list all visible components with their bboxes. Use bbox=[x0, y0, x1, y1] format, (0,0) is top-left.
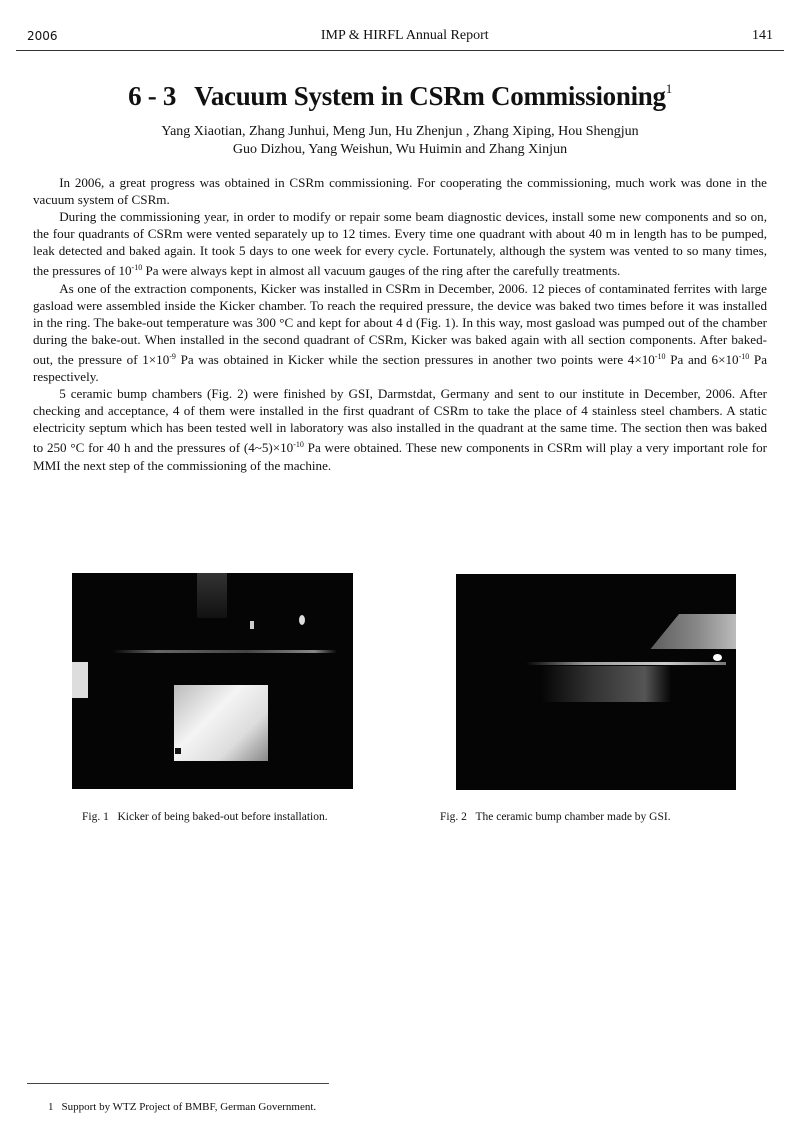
text-run: Pa and 6×10 bbox=[665, 351, 739, 367]
paragraph-1: In 2006, a great progress was obtained in CSRm commissioning. For cooperating the commissioning, much work was done in the vacuum system of CSRm. bbox=[33, 175, 767, 208]
text-run: Pa was obtained in Kicker while the section pressures in another two points were 4×10 bbox=[175, 351, 655, 367]
exponent: -10 bbox=[293, 440, 304, 450]
footnote-text: Support by WTZ Project of BMBF, German Government. bbox=[61, 1101, 317, 1113]
footnote-mark: 1 bbox=[48, 1101, 54, 1113]
header-page-number: 141 bbox=[751, 28, 773, 43]
article-title bbox=[0, 73, 800, 112]
text-run: As one of the extraction components, Kicker was installed in CSRm in December, 2006. 12 pieces of contaminated ferrites with large gasload were assembled inside the Kicker chamber. To reach the required pressure, the device was baked two times before it was installed in the ring. The bake-out temperature was 300 °C and kept for about 4 d (Fig. 1). In this way, most gasload was pumped out of the chamber during the bake-out. When installed in the second quadrant of CSRm, Kicker was baked again with all section components. After baked-out, the pressure of 1×10 bbox=[33, 280, 767, 367]
photo-highlight bbox=[197, 573, 227, 618]
exponent: -10 bbox=[738, 351, 750, 361]
header-rule bbox=[16, 50, 784, 51]
photo-highlight bbox=[546, 614, 736, 649]
exponent: -10 bbox=[654, 351, 666, 361]
header-journal-title: IMP & HIRFL Annual Report bbox=[320, 28, 489, 43]
header-year: 2006 bbox=[27, 29, 58, 43]
figure-1-caption-text: Kicker of being baked-out before installation. bbox=[117, 811, 328, 823]
exponent: -10 bbox=[131, 263, 143, 273]
figure-1-caption bbox=[82, 810, 328, 824]
text-run: Pa were obtained. These new components in CSRm will play a very important role for MMI the next step of the commissioning of the machine. bbox=[33, 440, 767, 473]
title-footnote-mark: 1 bbox=[665, 81, 672, 96]
photo-highlight bbox=[541, 666, 671, 702]
photo-highlight bbox=[174, 685, 268, 761]
paragraph-4 bbox=[33, 385, 767, 473]
exponent: -9 bbox=[169, 351, 176, 361]
photo-highlight bbox=[299, 615, 305, 625]
author-line-1: Yang Xiaotian, Zhang Junhui, Meng Jun, Hu Zhenjun , Zhang Xiping, Hou Shengjun bbox=[161, 124, 639, 139]
section-number: 6 - 3 bbox=[128, 81, 177, 111]
text-run: During the commissioning year, in order to modify or repair some beam diagnostic devices, install some new components and so on, the four quadrants of CSRm were vented separately up to 12 times. Every time one quadrant with about 40 m in length has to be pumped, leak detected and baked again. It took 5 days to one week for every cycle. Fortunately, although the system was vented to so many times, the pressures of 10 bbox=[33, 209, 767, 279]
photo-highlight bbox=[175, 748, 181, 754]
text-run: Pa respectively. bbox=[33, 351, 768, 385]
text-run: Pa were always kept in almost all vacuum gauges of the ring after the carefully treatments. bbox=[142, 263, 621, 279]
article-body bbox=[33, 174, 767, 474]
title-text: Vacuum System in CSRm Commissioning bbox=[194, 81, 666, 111]
kicker-bakeout-photo bbox=[72, 573, 353, 789]
figure-1-label: Fig. 1 bbox=[82, 811, 109, 823]
running-header bbox=[27, 28, 773, 44]
author-line-2: Guo Dizhou, Yang Weishun, Wu Huimin and Zhang Xinjun bbox=[232, 142, 568, 157]
figure-2-label: Fig. 2 bbox=[440, 811, 467, 823]
text-run: 5 ceramic bump chambers (Fig. 2) were finished by GSI, Darmstdat, Germany and sent to our institute in December, 2006. After checking and acceptance, 4 of them were installed in the first quadrant of CSRm to take the place of 4 stainless steel chambers. A static electricity septum which has been tested well in laboratory was also installed in the quadrant at the same time. The section then was baked to 250 °C for 40 h and the pressures of (4~5)×10 bbox=[33, 386, 767, 456]
photo-highlight bbox=[72, 662, 88, 698]
paragraph-3 bbox=[33, 280, 767, 386]
photo-highlight bbox=[112, 650, 337, 653]
photo-highlight bbox=[250, 621, 254, 629]
photo-highlight bbox=[526, 662, 726, 665]
figure-1 bbox=[72, 573, 353, 789]
ceramic-bump-chamber-photo bbox=[456, 574, 736, 790]
photo-highlight bbox=[713, 654, 722, 661]
figure-2-caption bbox=[440, 810, 671, 824]
footnote-rule bbox=[27, 1083, 329, 1084]
figure-2 bbox=[456, 573, 736, 789]
paragraph-2 bbox=[33, 208, 767, 279]
footnote bbox=[48, 1100, 316, 1114]
figure-2-caption-text: The ceramic bump chamber made by GSI. bbox=[475, 811, 671, 823]
author-list bbox=[0, 123, 800, 159]
